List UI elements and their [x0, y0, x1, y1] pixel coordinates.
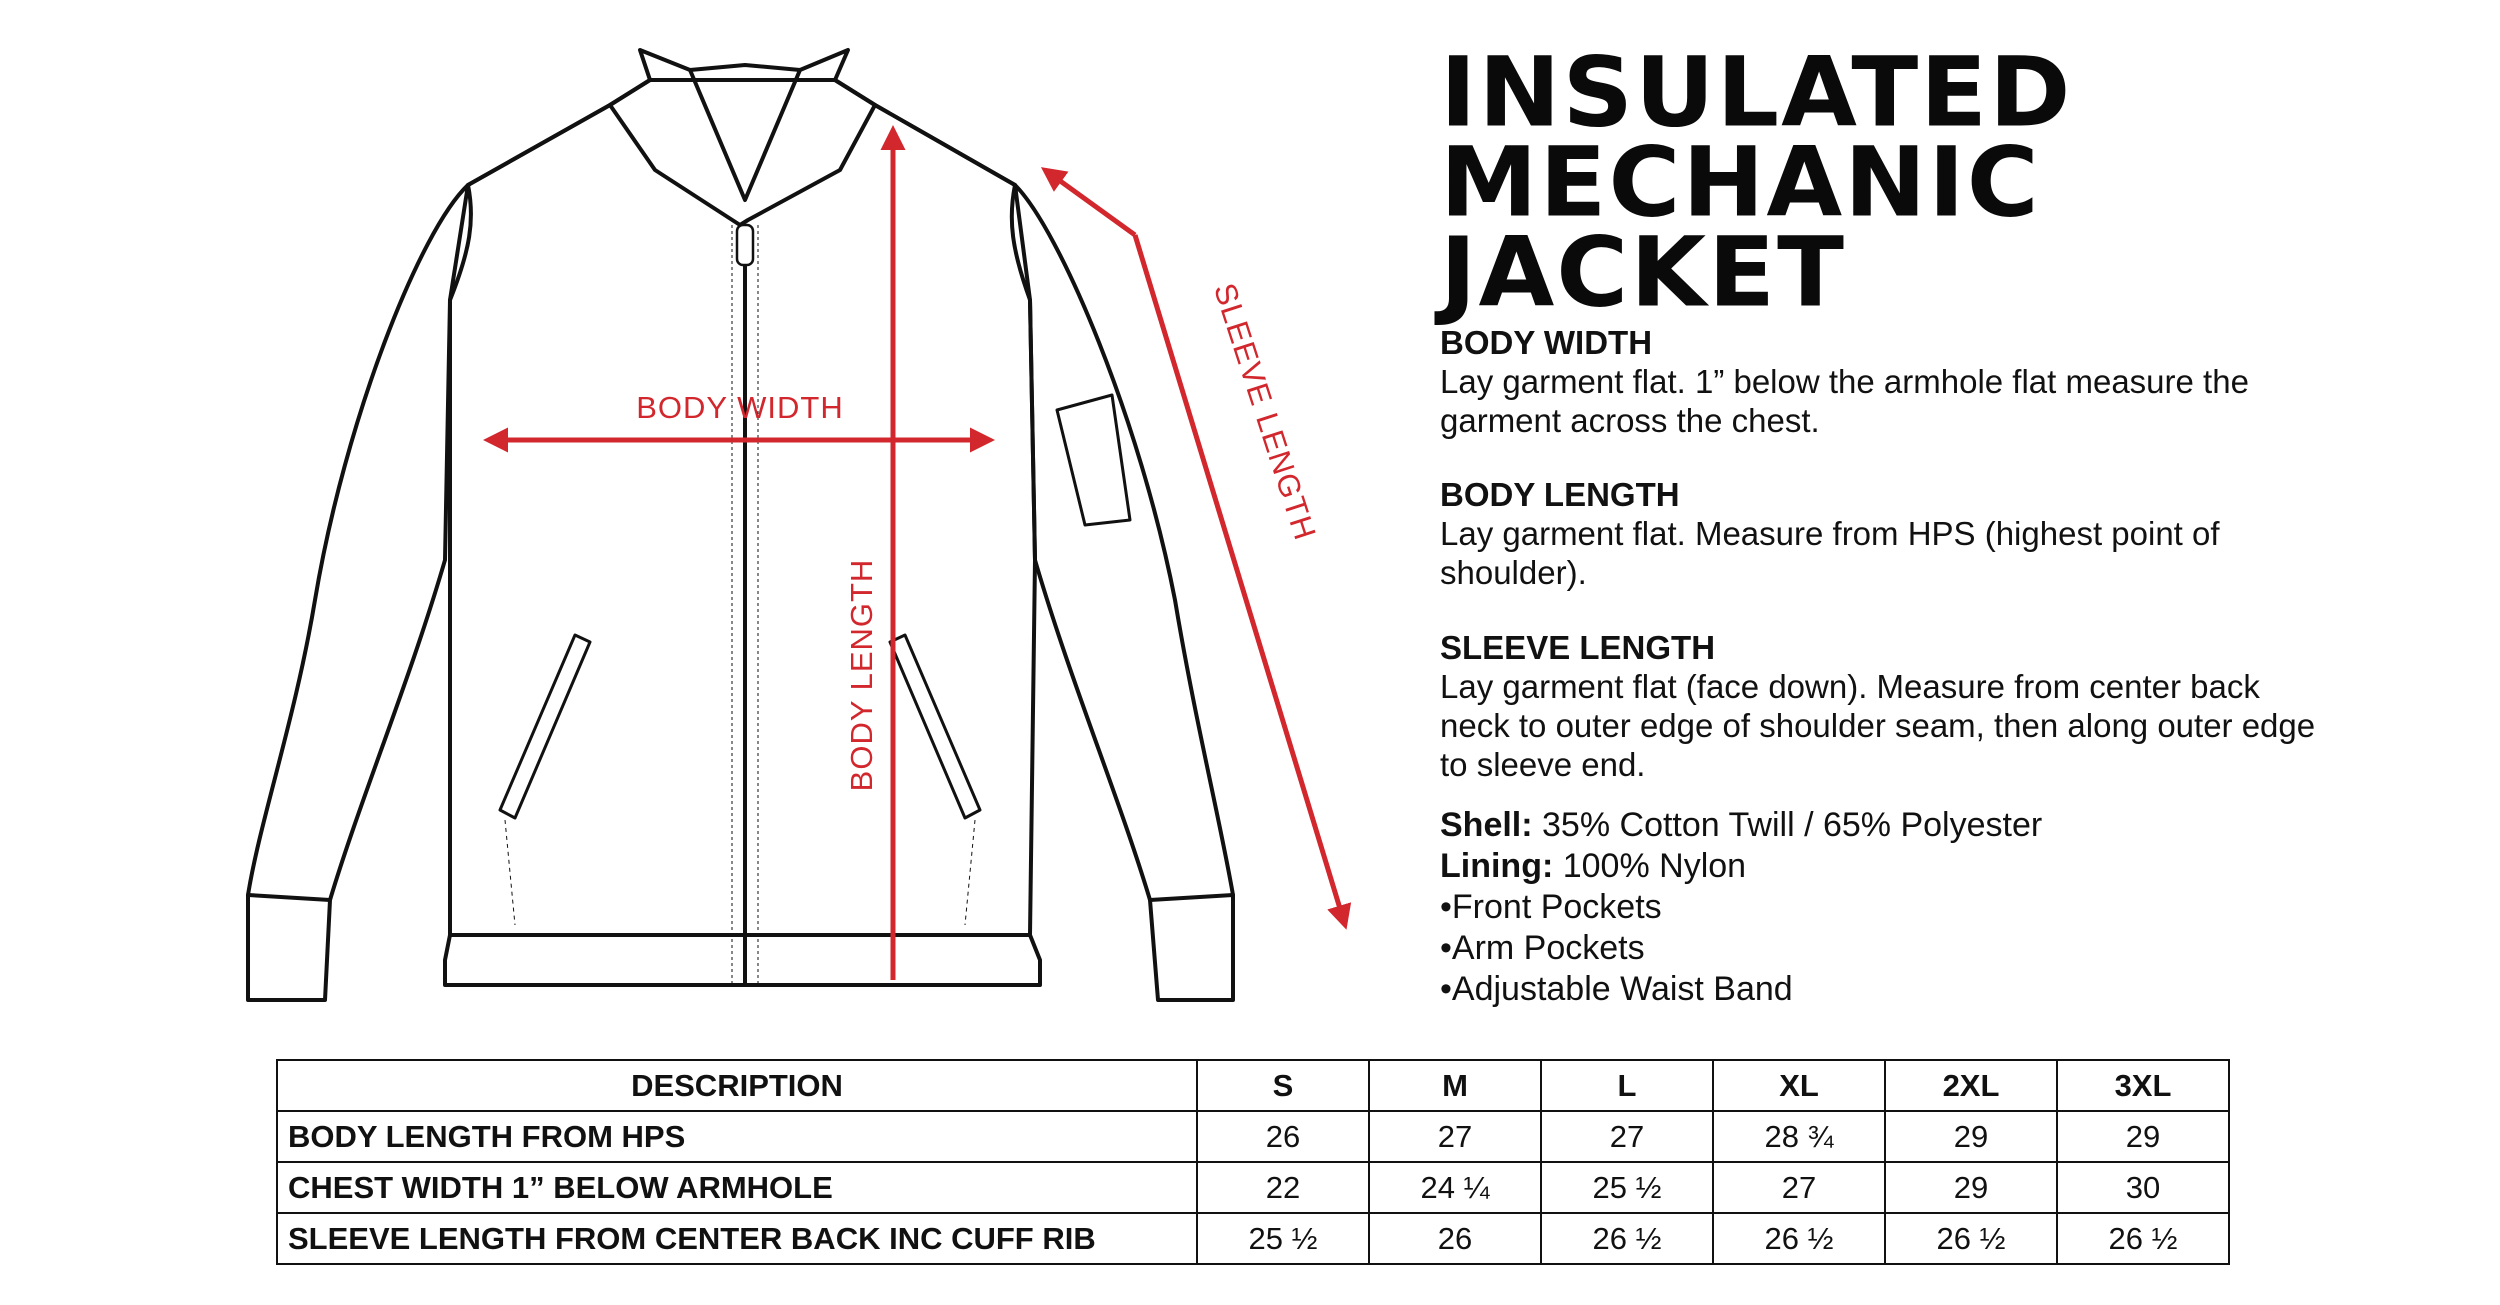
- table-cell: 27: [1541, 1111, 1713, 1162]
- column-header: L: [1541, 1060, 1713, 1111]
- column-header: 3XL: [2057, 1060, 2229, 1111]
- table-cell: 25 ½: [1197, 1213, 1369, 1264]
- table-cell: 27: [1713, 1162, 1885, 1213]
- product-title: [1440, 37, 2073, 330]
- right-front-pocket: [890, 635, 980, 818]
- title-line-1: INSULATED: [1440, 37, 2073, 149]
- table-cell: 26 ½: [1885, 1213, 2057, 1264]
- row-label: BODY LENGTH FROM HPS: [277, 1111, 1197, 1162]
- table-cell: 30: [2057, 1162, 2229, 1213]
- body-width-label: BODY WIDTH: [636, 390, 844, 425]
- column-header: S: [1197, 1060, 1369, 1111]
- size-chart-table: [276, 1059, 2230, 1265]
- jacket-outline: [248, 50, 1233, 1000]
- sleeve-length-label: SLEEVE LENGTH: [1206, 278, 1324, 545]
- column-header: XL: [1713, 1060, 1885, 1111]
- row-label: CHEST WIDTH 1” BELOW ARMHOLE: [277, 1162, 1197, 1213]
- zipper: [505, 225, 975, 985]
- jacket-body: [445, 80, 1040, 985]
- lining-value: 100% Nylon: [1553, 847, 1747, 885]
- table-cell: 26: [1197, 1111, 1369, 1162]
- title-line-2: MECHANIC: [1440, 127, 2041, 240]
- column-header: 2XL: [1885, 1060, 2057, 1111]
- feature-item: •Front Pockets: [1440, 888, 1662, 926]
- spec-sleeve-length: [1440, 628, 2320, 784]
- shell-label: Shell:: [1440, 806, 1533, 844]
- right-sleeve: [1015, 185, 1233, 1000]
- table-cell: 22: [1197, 1162, 1369, 1213]
- table-cell: 29: [1885, 1111, 2057, 1162]
- feature-item: •Adjustable Waist Band: [1440, 970, 1793, 1008]
- lining-row: [1440, 846, 2042, 887]
- table-row: [277, 1162, 2229, 1213]
- shell-value: 35% Cotton Twill / 65% Polyester: [1532, 806, 2043, 844]
- title-line-3: JACKET: [1440, 217, 1846, 330]
- materials-list: [1440, 805, 2042, 1010]
- shell-row: [1440, 805, 2042, 846]
- table-row: [277, 1213, 2229, 1264]
- feature-item: •Arm Pockets: [1440, 929, 1645, 967]
- right-cuff-seam: [1150, 895, 1233, 900]
- table-cell: 26 ½: [1713, 1213, 1885, 1264]
- spec-body-length: [1440, 475, 2320, 592]
- table-cell: 28 ¾: [1713, 1111, 1885, 1162]
- spec-text: Lay garment flat. 1” below the armhole flat measure the garment across the chest.: [1440, 363, 2249, 439]
- spec-text: Lay garment flat. Measure from HPS (highest point of shoulder).: [1440, 515, 2220, 591]
- spec-heading: SLEEVE LENGTH: [1440, 629, 1716, 666]
- spec-heading: BODY WIDTH: [1440, 324, 1653, 361]
- jacket-diagram: [0, 0, 1400, 1040]
- measurement-arrows: [488, 130, 1345, 980]
- table-cell: 29: [2057, 1111, 2229, 1162]
- table-cell: 26 ½: [1541, 1213, 1713, 1264]
- spec-heading: BODY LENGTH: [1440, 476, 1680, 513]
- collar-inner: [690, 70, 800, 200]
- table-header-row: [277, 1060, 2229, 1111]
- left-cuff-seam: [248, 895, 330, 900]
- table-cell: 25 ½: [1541, 1162, 1713, 1213]
- table-cell: 27: [1369, 1111, 1541, 1162]
- column-header: M: [1369, 1060, 1541, 1111]
- table-cell: 26 ½: [2057, 1213, 2229, 1264]
- row-label: SLEEVE LENGTH FROM CENTER BACK INC CUFF RIB: [277, 1213, 1197, 1264]
- left-front-pocket: [500, 635, 590, 818]
- arm-pocket: [1057, 395, 1130, 525]
- sleeve-length-arrow: [1045, 170, 1135, 235]
- spec-body-width: [1440, 323, 2320, 440]
- column-header: DESCRIPTION: [277, 1060, 1197, 1111]
- table-row: [277, 1111, 2229, 1162]
- table-cell: 29: [1885, 1162, 2057, 1213]
- table-cell: 26: [1369, 1213, 1541, 1264]
- table-cell: 24 ¼: [1369, 1162, 1541, 1213]
- zipper-pull: [737, 225, 753, 265]
- yoke-seam: [468, 105, 1015, 185]
- lining-label: Lining:: [1440, 847, 1554, 885]
- body-length-label: BODY LENGTH: [844, 558, 879, 792]
- left-sleeve: [248, 185, 468, 1000]
- spec-text: Lay garment flat (face down). Measure from center back neck to outer edge of shoulder seam, then along outer edge to sleeve end.: [1440, 668, 2316, 783]
